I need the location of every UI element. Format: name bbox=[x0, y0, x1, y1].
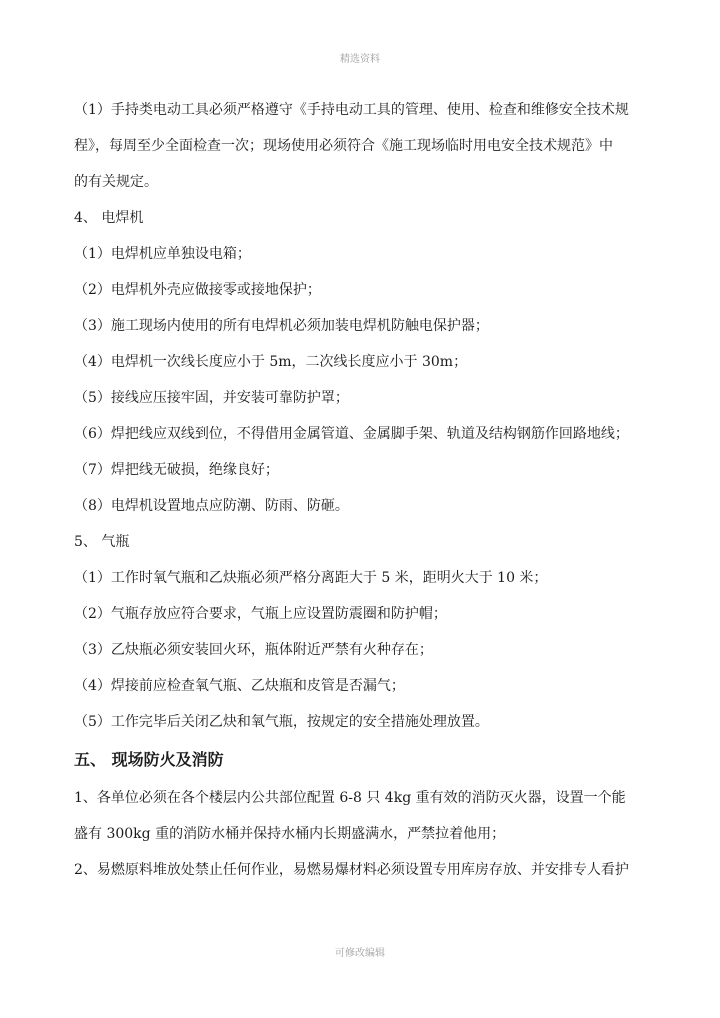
para-line: 程》，每周至少全面检查一次；现场使用必须符合《施工现场临时用电安全技术规范》中 bbox=[74, 138, 613, 154]
list-item: （4）焊接前应检查氧气瓶、乙炔瓶和皮管是否漏气； bbox=[74, 678, 405, 694]
list-item: （8）电焊机设置地点应防潮、防雨、防砸。 bbox=[74, 498, 349, 514]
para-line: （1）手持类电动工具必须严格遵守《手持电动工具的管理、使用、检查和维修安全技术规 bbox=[74, 102, 629, 118]
list-item: （6）焊把线应双线到位，不得借用金属管道、金属脚手架、轨道及结构钢筋作回路地线； bbox=[74, 426, 629, 442]
page-header: 精选资料 bbox=[340, 54, 380, 65]
list-item: （1）工作时氧气瓶和乙炔瓶必须严格分离距大于 5 米，距明火大于 10 米； bbox=[74, 570, 548, 586]
list-item: （2）气瓶存放应符合要求，气瓶上应设置防震圈和防护帽； bbox=[74, 606, 447, 622]
para-line: 2、易燃原料堆放处禁止任何作业，易燃易爆材料必须设置专用库房存放、并安排专人看护 bbox=[74, 862, 629, 878]
para-line: 的有关规定。 bbox=[74, 174, 158, 190]
list-item: （2）电焊机外壳应做接零或接地保护； bbox=[74, 282, 321, 298]
list-item: （4）电焊机一次线长度应小于 5m，二次线长度应小于 30m； bbox=[74, 354, 468, 370]
chapter-heading-fire-prevention: 五、 现场防火及消防 bbox=[74, 750, 224, 769]
list-item: （3）施工现场内使用的所有电焊机必须加装电焊机防触电保护器； bbox=[74, 318, 489, 334]
page-footer: 可修改编辑 bbox=[335, 948, 385, 959]
list-item: （5）工作完毕后关闭乙炔和氧气瓶，按规定的安全措施处理放置。 bbox=[74, 714, 489, 730]
section-title-welder: 4、 电焊机 bbox=[74, 210, 144, 226]
para-line: 1、各单位必须在各个楼层内公共部位配置 6-8 只 4kg 重有效的消防灭火器，设置一个能 bbox=[74, 790, 626, 806]
document-body bbox=[74, 92, 654, 888]
section-title-gas-cylinder: 5、 气瓶 bbox=[74, 534, 130, 550]
para-line: 盛有 300kg 重的消防水桶并保持水桶内长期盛满水，严禁拉着他用； bbox=[74, 826, 506, 842]
list-item: （7）焊把线无破损，绝缘良好； bbox=[74, 462, 279, 478]
list-item: （3）乙炔瓶必须安装回火环，瓶体附近严禁有火种存在； bbox=[74, 642, 433, 658]
list-item: （1）电焊机应单独设电箱； bbox=[74, 246, 251, 262]
list-item: （5）接线应压接牢固，并安装可靠防护罩； bbox=[74, 390, 349, 406]
